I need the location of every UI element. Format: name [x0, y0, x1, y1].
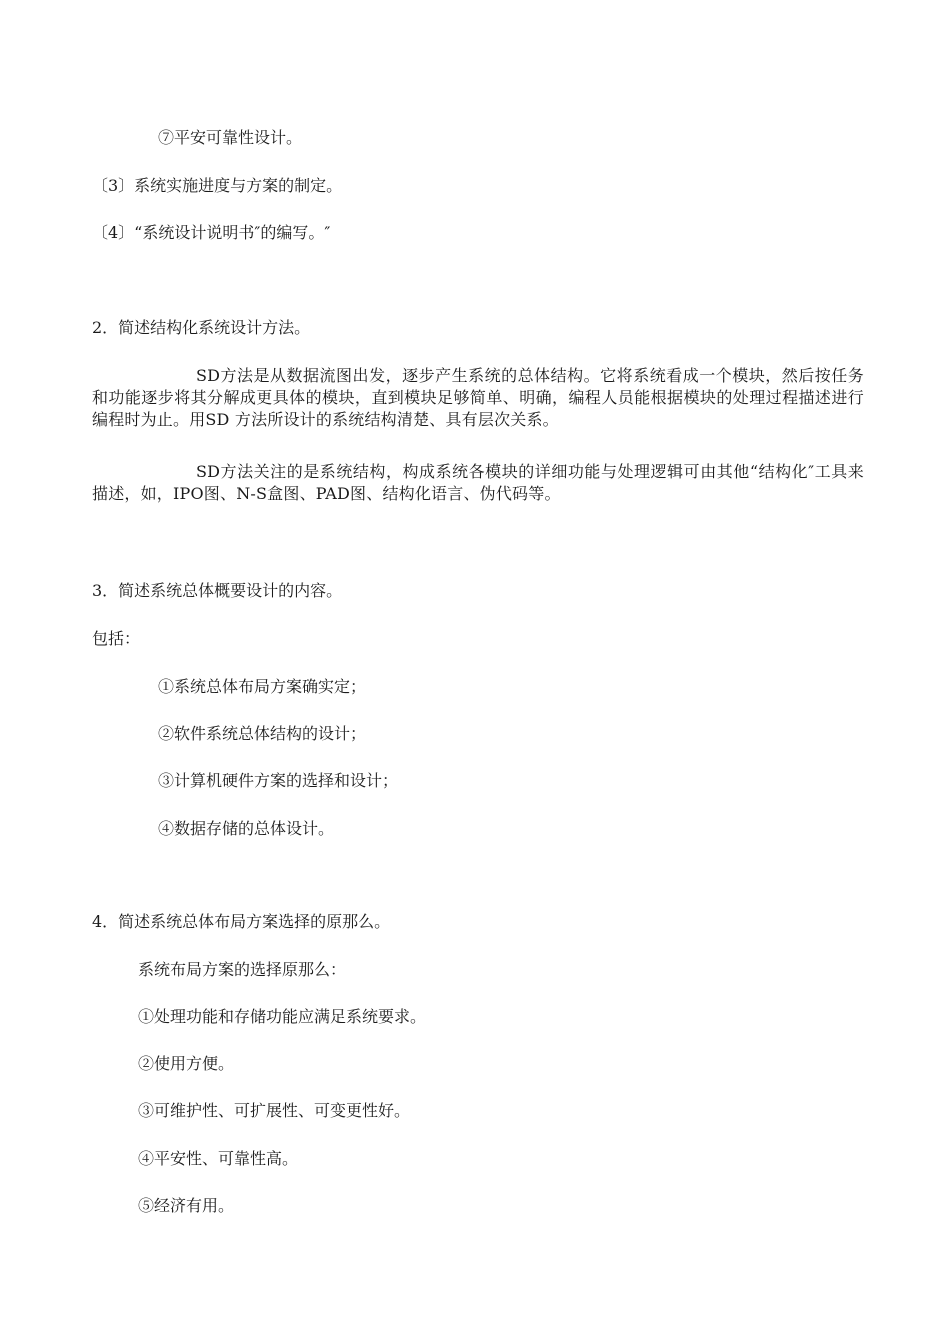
list-item: ④数据存储的总体设计。 — [158, 819, 335, 838]
list-item: ②软件系统总体结构的设计； — [158, 724, 367, 743]
list-item: ②使用方便。 — [138, 1054, 235, 1073]
question-4-heading: 4．简述系统总体布局方案选择的原那么。 — [92, 912, 391, 931]
question-3-heading: 3．简述系统总体概要设计的内容。 — [92, 581, 343, 600]
question-3-intro: 包括： — [92, 629, 141, 648]
list-item-safety-design: ⑦平安可靠性设计。 — [158, 128, 303, 147]
question-2-paragraph-2: SD方法关注的是系统结构，构成系统各模块的详细功能与处理逻辑可由其他“结构化″工具来描述，如，IPO图、N-S盒图、PAD图、结构化语言、伪代码等。 — [92, 462, 864, 503]
list-item: ③可维护性、可扩展性、可变更性好。 — [138, 1101, 411, 1120]
list-item-implementation-schedule: 〔3〕系统实施进度与方案的制定。 — [92, 176, 343, 195]
question-4-intro: 系统布局方案的选择原那么： — [138, 960, 347, 979]
list-item: ③计算机硬件方案的选择和设计； — [158, 771, 399, 790]
question-2-paragraph-1: SD方法是从数据流图出发，逐步产生系统的总体结构。它将系统看成一个模块，然后按任务和功能逐步将其分解成更具体的模块，直到模块足够简单、明确，编程人员能根据模块的处理过程描述进行编程时为止。用SD 方法所设计的系统结构清楚、具有层次关系。 — [92, 366, 864, 429]
list-item-design-spec: 〔4〕“系统设计说明书″的编写。″ — [92, 223, 331, 242]
list-item: ①系统总体布局方案确实定； — [158, 677, 367, 696]
list-item: ①处理功能和存储功能应满足系统要求。 — [138, 1007, 427, 1026]
list-item: ④平安性、可靠性高。 — [138, 1149, 299, 1168]
question-2-heading: 2．简述结构化系统设计方法。 — [92, 318, 311, 337]
list-item: ⑤经济有用。 — [138, 1196, 235, 1215]
